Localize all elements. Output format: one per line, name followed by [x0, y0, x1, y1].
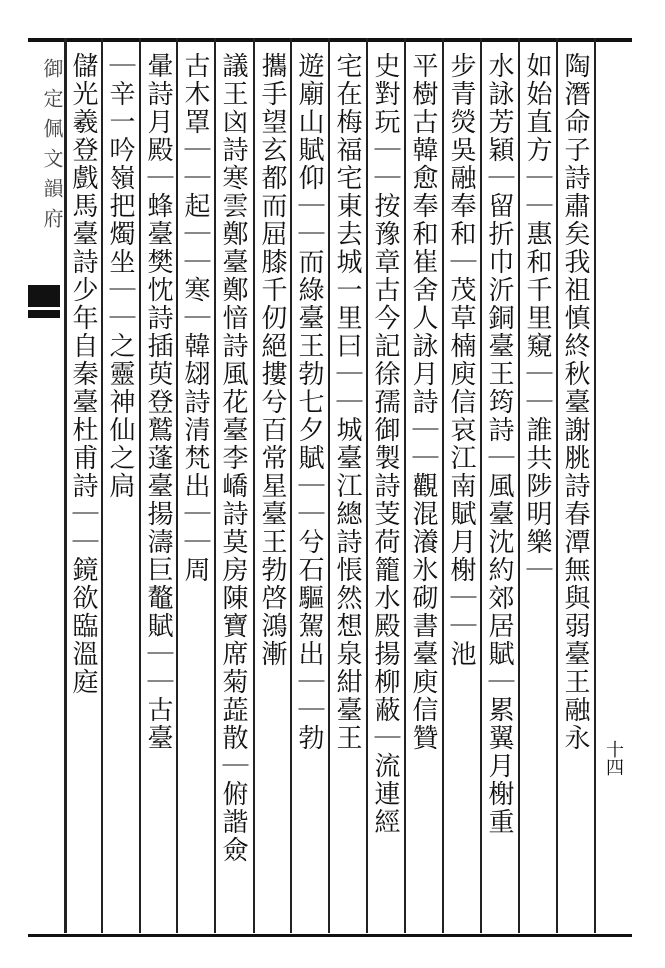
text-column-12: 暈詩月殿｜蜂臺樊忱詩插萸登鷲蓬臺揚濤巨鼇賦｜｜古臺	[143, 52, 173, 752]
text-column-6: 史對玩｜｜按豫章古今記徐孺御製詩芰荷籠水殿揚柳蔽｜流連經	[370, 52, 400, 836]
text-column-2: 如始直方｜｜惠和千里窺｜｜誰共陟明樂｜	[522, 52, 552, 584]
text-column-7: 宅在梅福宅東去城一里曰｜｜城臺江總詩悵然想泉紺臺王	[332, 52, 362, 752]
text-column-3: 水詠芳穎｜留折巾沂銅臺王筠詩｜風臺沈約郊居賦｜累翼月榭重	[484, 52, 514, 836]
text-column-1: 陶潛命子詩肅矣我祖慎終秋臺謝脁詩春潭無與弱臺王融永	[560, 52, 590, 752]
text-column-14: 儲光羲登戲馬臺詩少年自秦臺杜甫詩｜｜鏡欲臨溫庭	[68, 52, 98, 696]
gutter-title: 御定佩文韻府	[40, 58, 64, 238]
text-column-8: 遊廟山賦仰｜｜而綠臺王勃七夕賦｜｜兮石驅駕出｜｜勃	[294, 52, 324, 752]
text-column-9: 攜手望玄都而屈膝千仞絕摟兮百常星臺王勃啓鴻漸	[257, 52, 287, 668]
text-column-5: 平樹古韓愈奉和崔舍人詠月詩｜｜觀混瀁氷砌書臺庾信贊	[408, 52, 438, 752]
text-column-13: ｜辛一吟嶺把燭坐｜｜之靈神仙之扃	[105, 52, 135, 500]
text-column-11: 古木罩｜｜起｜｜寒｜韓翃詩清梵出｜｜周	[180, 52, 210, 584]
text-column-4: 步青熒吳融奉和｜茂草楠庾信哀江南賦月榭｜｜池	[446, 52, 476, 668]
page-number: 十四	[603, 740, 624, 776]
text-column-10: 議王㓙詩寒雲鄭臺鄭愔詩風花臺李嶠詩莫房陳寶席菊蕋散｜俯諧僉	[218, 52, 248, 864]
